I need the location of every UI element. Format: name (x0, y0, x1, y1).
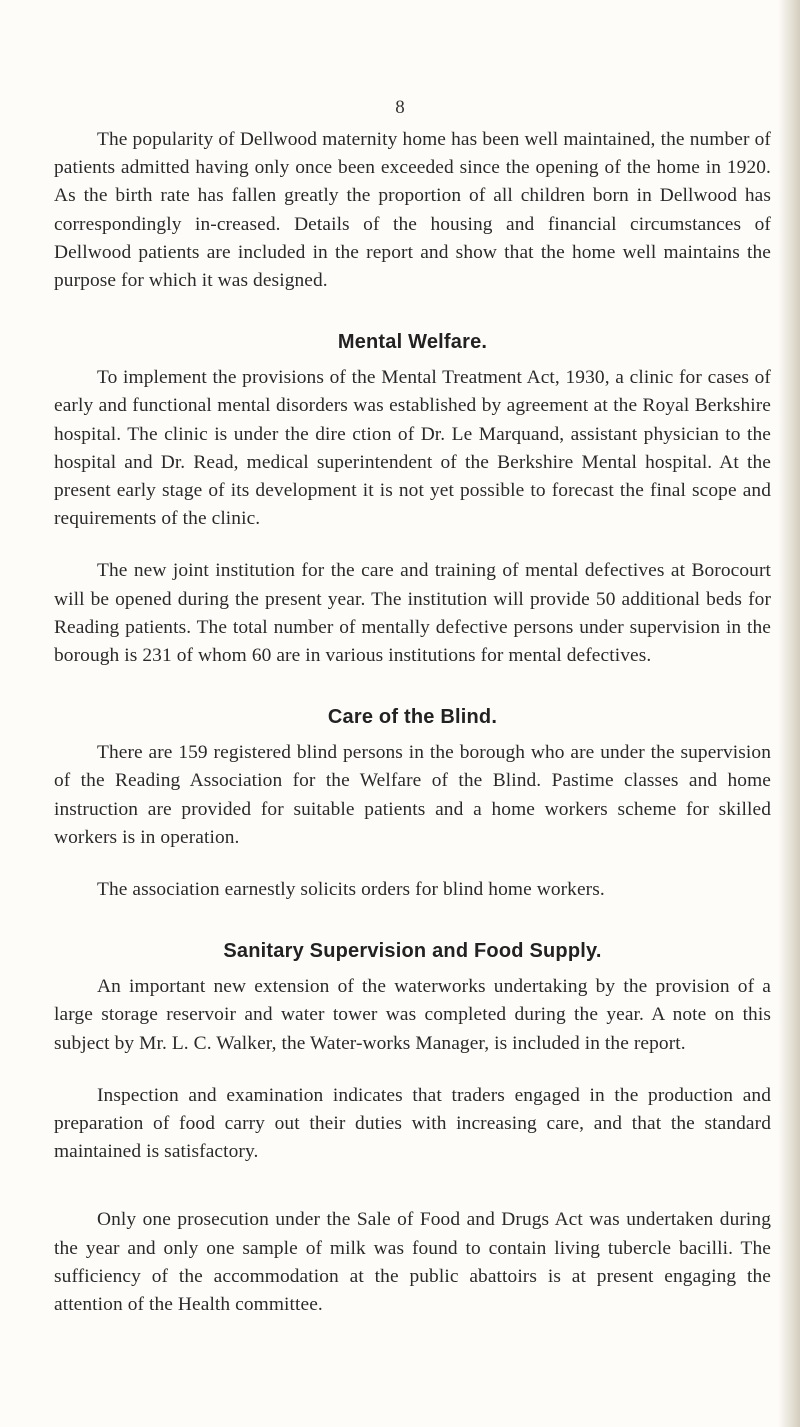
page-edge-shadow (778, 0, 800, 1427)
intro-paragraph: The popularity of Dellwood maternity home has been well maintained, the number of patients admitted having only once been exceeded since the opening of the home in 1920. As the birth rate has fallen greatly the proportion of all children born in Dellwood has correspondingly in-creased. Details of the housing and financial circumstances of Dellwood patients are included in the report and show that the home well maintains the purpose for which it was designed. (54, 129, 771, 292)
section-heading-sanitary-supervision: Sanitary Supervision and Food Supply. (223, 940, 602, 963)
mental-welfare-paragraph: The new joint institution for the care and training of mental defectives at Borocourt will be opened during the present year. The institution will provide 50 additional beds for Reading patients. The total number of mentally defective persons under supervision in the borough is 231 of whom 60 are in various institutions for mental defectives. (54, 560, 771, 667)
page-number: 8 (395, 97, 405, 118)
care-of-blind-paragraph: There are 159 registered blind persons in the borough who are under the supervision of the Reading Association for the Welfare of the Blind. Pastime classes and home instruction are provided for suitable patients and a home workers scheme for skilled workers is in operation. (54, 742, 771, 848)
sanitary-supervision-paragraph: Inspection and examination indicates that traders engaged in the production and preparation of food carry out their duties with increasing care, and that the standard maintained is satisfactory. (54, 1084, 771, 1163)
mental-welfare-paragraph: To implement the provisions of the Mental Treatment Act, 1930, a clinic for cases of early and functional mental disorders was established by agreement at the Royal Berkshire hospital. The clinic is under the dire ction of Dr. Le Marquand, assistant physician to the hospital and Dr. Read, medical superintendent of the Berkshire Mental hospital. At the present early stage of its development it is not yet possible to forecast the final scope and requirements of the clinic. (54, 367, 771, 530)
page-body (54, 126, 771, 1319)
section-heading-care-of-blind: Care of the Blind. (327, 706, 498, 729)
sanitary-supervision-paragraph: An important new extension of the waterworks undertaking by the provision of a large storage reservoir and water tower was completed during the year. A note on this subject by Mr. L. C. Walker, the Water-works Manager, is included in the report. (54, 976, 771, 1054)
care-of-blind-paragraph: The association earnestly solicits orders for blind home workers. (97, 879, 605, 901)
sanitary-supervision-paragraph: Only one prosecution under the Sale of Food and Drugs Act was undertaken during the year and only one sample of milk was found to contain living tubercle bacilli. The sufficiency of the accommodation at the public abattoirs is at present engaging the attention of the Health committee. (54, 1209, 771, 1316)
section-heading-mental-welfare: Mental Welfare. (337, 331, 488, 354)
